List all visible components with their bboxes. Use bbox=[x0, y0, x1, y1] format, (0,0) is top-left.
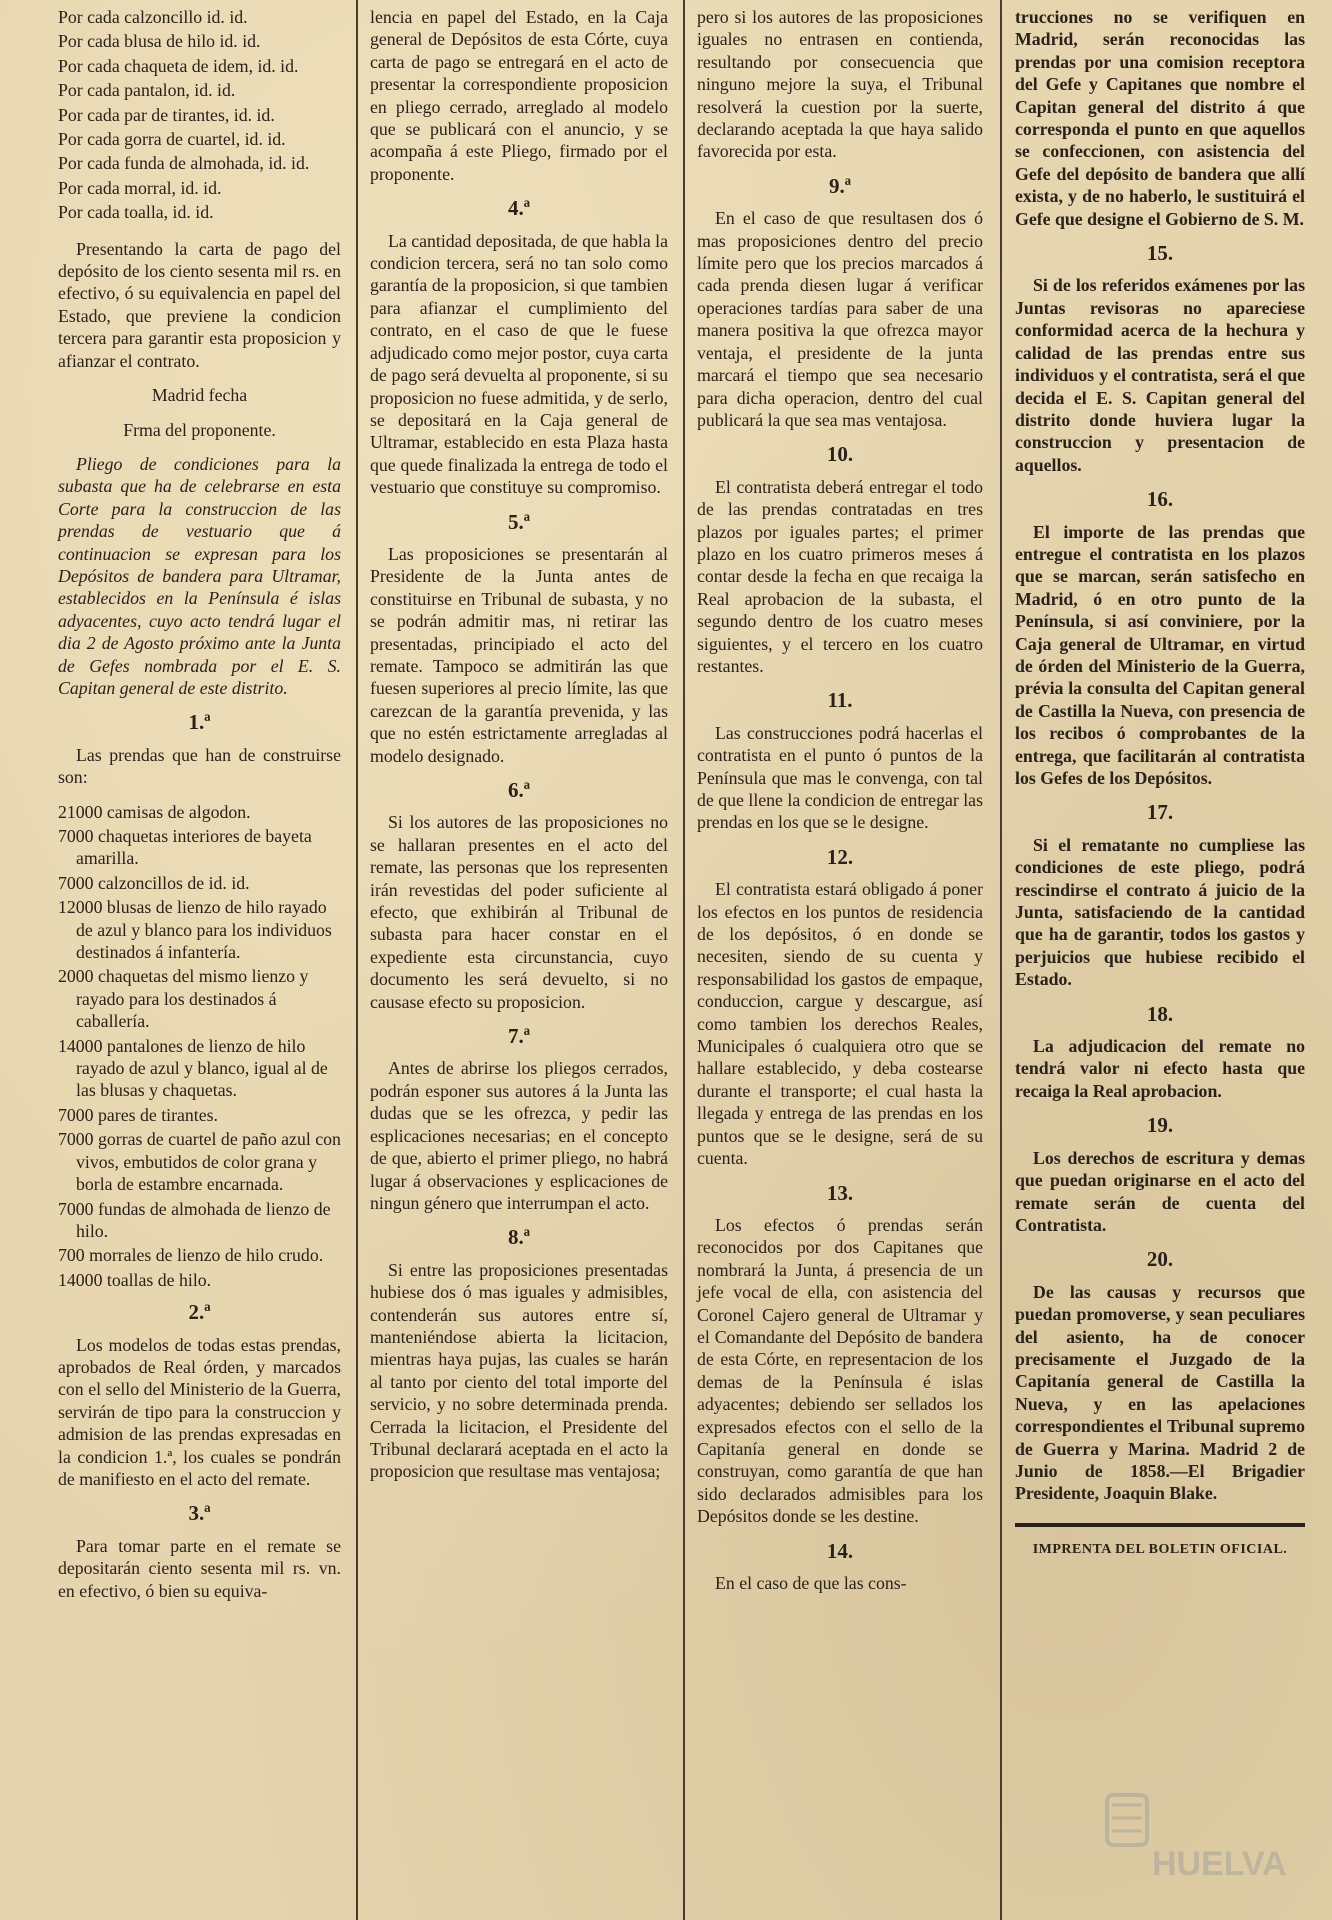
list-item: Por cada toalla, id. id. bbox=[58, 202, 214, 223]
paragraph: Los modelos de todas estas prendas, aprobados de Real órden, y marcados con el sello del Ministerio de la Guerra, servirán de tipo para la construccion y admision de las prendas expresadas en la condicion 1.ª, los cuales se pondrán de manifiesto en el acto del remate. bbox=[58, 1334, 341, 1489]
date-line: Madrid fecha bbox=[151, 385, 248, 406]
list-item: 14000 pantalones de lienzo de hilo rayado de azul y blanco, igual al de las blusas y chaquetas. bbox=[58, 1035, 328, 1101]
condition-heading: 5.ª bbox=[507, 509, 531, 534]
list-item: Por cada funda de almohada, id. id. bbox=[58, 153, 310, 174]
printer-imprint: IMPRENTA DEL BOLETIN OFICIAL. bbox=[1032, 1541, 1288, 1557]
list-item: Por cada calzoncillo id. id. bbox=[58, 7, 248, 27]
condition-heading: 8.ª bbox=[507, 1225, 531, 1250]
list-item: 7000 chaquetas interiores de bayeta amarilla. bbox=[58, 826, 312, 869]
condition-heading: 4.ª bbox=[507, 196, 531, 221]
price-list bbox=[58, 6, 341, 224]
paragraph: El contratista estará obligado á poner los efectos en los puntos de residencia de los depósitos, ó en donde se necesiten, siendo de su cuenta y responsabilidad los gastos de empaque, conduccion, cargue y descargue, así como tambien los derechos Reales, Municipales ó cualquiera otro que se hallare establecido, y deba costearse durante el transporte; el cual hasta la llegada y entrega de las prendas en los puntos que se le designe, será de su cuenta. bbox=[697, 879, 983, 1169]
paragraph: La adjudicacion del remate no tendrá valor ni efecto hasta que recaiga la Real aprobacion. bbox=[1015, 1036, 1305, 1101]
column-4 bbox=[1015, 6, 1305, 1910]
column-2 bbox=[370, 6, 668, 1910]
list-item: Por cada chaqueta de idem, id. id. bbox=[58, 55, 299, 76]
signature-line: Frma del proponente. bbox=[123, 419, 276, 440]
condition-heading: 18. bbox=[1146, 1001, 1174, 1026]
list-item: Por cada par de tirantes, id. id. bbox=[58, 104, 275, 125]
paragraph: De las causas y recursos que puedan promoverse, y sean peculiares del asiento, ha de conocer precisamente el Juzgado de la Capitanía general de Castilla la Nueva, y en las apelaciones correspondientes el Tribunal supremo de Guerra y Marina. Madrid 2 de Junio de 1858.—El Brigadier Presidente, Joaquin Blake. bbox=[1015, 1281, 1305, 1504]
condition-heading: 7.ª bbox=[507, 1024, 531, 1049]
condition-heading: 6.ª bbox=[507, 778, 531, 802]
list-item: Por cada blusa de hilo id. id. bbox=[58, 31, 261, 52]
condition-heading: 9.ª bbox=[828, 173, 852, 198]
paragraph: pero si los autores de las proposiciones iguales no entrasen en contienda, resultando por consecuencia que ninguno mejore la suya, el Tribunal resolverá la cuestion por la suerte, declarando aceptada la que haya salido favorecida por esta. bbox=[697, 7, 983, 162]
list-item: 7000 fundas de almohada de lienzo de hilo. bbox=[58, 1198, 331, 1241]
paragraph: Si entre las proposiciones presentadas hubiese dos ó mas iguales y admisibles, contenderán sus autores entre sí, manteniéndose abierta la licitacion, mientras haya pujas, las cuales se harán al tanto por ciento del total importe del servicio, y no sobre determinada prenda. Cerrada la licitacion, el Presidente del Tribunal declarará aceptada en el acto la proposicion que resultase mas ventajosa; bbox=[370, 1259, 668, 1482]
list-item: Por cada gorra de cuartel, id. id. bbox=[58, 129, 286, 150]
watermark-text: HUELVA bbox=[1152, 1845, 1287, 1883]
condition-heading: 10. bbox=[826, 442, 854, 467]
paragraph: Si el rematante no cumpliese las condiciones de este pliego, podrá rescindirse el contrato á juicio de la Junta, satisfaciendo de la cantidad que ha de garantir, todos los gastos y perjuicios que hubiese recibido el Estado. bbox=[1015, 834, 1305, 990]
column-rule bbox=[683, 0, 685, 1920]
paragraph: Si de los referidos exámenes por las Juntas revisoras no apareciese conformidad acerca de la hechura y calidad de las prendas entre sus individuos y el contratista, será el que decida el E. S. Capitan general del distrito donde huviera lugar la construccion y presentacion de aquellos. bbox=[1015, 275, 1305, 475]
column-rule bbox=[1000, 0, 1002, 1920]
condition-heading: 17. bbox=[1146, 800, 1174, 825]
condition-heading: 1.ª bbox=[188, 710, 211, 735]
paragraph: Para tomar parte en el remate se depositarán ciento sesenta mil rs. vn. en efectivo, ó bien su equiva- bbox=[58, 1535, 341, 1601]
condition-heading: 13. bbox=[826, 1180, 854, 1205]
column-rule bbox=[356, 0, 358, 1920]
library-stamp-watermark bbox=[1102, 1790, 1287, 1890]
column-3 bbox=[697, 6, 983, 1910]
condition-heading: 11. bbox=[827, 688, 853, 713]
paragraph: En el caso de que las cons- bbox=[715, 1573, 907, 1593]
list-item: 7000 calzoncillos de id. id. bbox=[58, 872, 250, 893]
end-rule bbox=[1015, 1523, 1305, 1527]
pliego-title: Pliego de condiciones para la subasta que ha de celebrarse en esta Corte para la construccion de las prendas de vestuario que á continuacion se expresan para los Depósitos de bandera para Ultramar, establecidos en la Península é islas adyacentes, cuyo acto tendrá lugar el dia 2 de Agosto próximo ante la Junta de Gefes nombrada por el E. S. Capitan general de este distrito. bbox=[58, 453, 341, 698]
paragraph: Los efectos ó prendas serán reconocidos por dos Capitanes que nombrará la Junta, á presencia de un jefe vocal de ella, con asistencia del Coronel Cajero general de Ultramar y el Comandante del Depósito de bandera de esta Córte, en representacion de los demas de la Península é islas adyacentes; debiendo ser sellados los expresados efectos con el sello de la Capitanía general en donde se construyan, como garantía de que han sido declarados admisibles para los Depósitos donde se les destine. bbox=[697, 1214, 983, 1527]
list-item: 700 morrales de lienzo de hilo crudo. bbox=[58, 1245, 324, 1266]
list-item: Por cada pantalon, id. id. bbox=[58, 80, 236, 101]
condition-heading: 3.ª bbox=[188, 1501, 211, 1526]
paragraph: Las proposiciones se presentarán al Presidente de la Junta antes de constituirse en Tribunal de subasta, y no se podrán admitir mas, ni retirar las presentadas, principiado el acto del remate. Tampoco se admitirán las que fuesen superiores al precio límite, las que carezcan de la garantía prevenida, y las que no estén estrictamente arregladas al modelo designado. bbox=[370, 543, 668, 766]
list-item: 21000 camisas de algodon. bbox=[58, 801, 251, 822]
column-1 bbox=[58, 6, 341, 1910]
paragraph: El contratista deberá entregar el todo de las prendas contratadas en tres plazos por iguales partes; el primer plazo en los cuatro primeros meses á contar desde la fecha en que recaiga la Real aprobacion de la subasta, el segundo dentro de los cuatro meses siguientes, y el tercero en los cuatro restantes. bbox=[697, 476, 983, 676]
paragraph: trucciones no se verifiquen en Madrid, serán reconocidas las prendas por una comision receptora del Gefe y Capitanes que nombre el Capitan general del distrito á que corresponda el punto en que aquellos se confeccionen, con asistencia del Gefe del depósito de bandera que allí exista, y de no haberlo, le sustituirá el Gefe que designe el Gobierno de S. M. bbox=[1015, 7, 1305, 229]
garments-list bbox=[58, 801, 341, 1292]
list-item: 7000 pares de tirantes. bbox=[58, 1104, 218, 1125]
condition-heading: 2.ª bbox=[188, 1300, 211, 1325]
condition-heading: 16. bbox=[1146, 487, 1174, 512]
paragraph: Si los autores de las proposiciones no se hallaran presentes en el acto del remate, las personas que los representen irán revestidas del poder suficiente al efecto, que exhibirán al Tribunal de subasta para hacer constar en el expediente esta circunstancia, cuyo documento les será devuelto, si no causase efecto su proposicion. bbox=[370, 812, 668, 1012]
condition-heading: 19. bbox=[1146, 1113, 1174, 1138]
list-item: 14000 toallas de hilo. bbox=[58, 1269, 212, 1290]
paragraph: lencia en papel del Estado, en la Caja general de Depósitos de esta Córte, cuya carta de pago se entregará en el acto de presentar la correspondiente proposicion en pliego cerrado, arreglado al modelo que se publicará con el anuncio, y se acompaña á este Pliego, firmado por el proponente. bbox=[370, 7, 668, 184]
paragraph: Antes de abrirse los pliegos cerrados, podrán esponer sus autores á la Junta las dudas que se les ofrezca, y pedir las esplicaciones necesarias; en el concepto de que, abierto el primer pliego, no habrá lugar á observaciones y esplicaciones de ningun género que interrumpan el acto. bbox=[370, 1058, 668, 1213]
paragraph: Las construcciones podrá hacerlas el contratista en el punto ó puntos de la Península que mas le convenga, con tal de que llene la condicion de entregar las prendas en los que se le designe. bbox=[697, 722, 983, 833]
condition-heading: 20. bbox=[1146, 1247, 1174, 1272]
list-item: Por cada morral, id. id. bbox=[58, 177, 222, 198]
paragraph: Los derechos de escritura y demas que puedan originarse en el acto del remate serán de cuenta del Contratista. bbox=[1015, 1147, 1305, 1235]
paragraph: La cantidad depositada, de que habla la condicion tercera, será no tan solo como garantía de la proposicion, si que tambien para afianzar el cumplimiento del contrato, en el caso de que le fuese adjudicado como mejor postor, cuya carta de pago será devuelta al proponente, si su proposicion no fuese admitida, y de serlo, se depositará en la Caja general de Ultramar, establecido en esta Plaza hasta que quede finalizada la entrega de todo el vestuario que constituye su compromiso. bbox=[370, 230, 668, 498]
list-item: 2000 chaquetas del mismo lienzo y rayado para los destinados á caballería. bbox=[58, 966, 309, 1032]
paragraph: Las prendas que han de construirse son: bbox=[58, 744, 341, 788]
condition-heading: 14. bbox=[826, 1538, 854, 1563]
condition-heading: 12. bbox=[826, 844, 854, 869]
paragraph: En el caso de que resultasen dos ó mas proposiciones dentro del precio límite pero que los precios marcados á cada prenda diesen lugar á verificar operaciones tardías para saber de una manera positiva la que ofrezca mayor ventaja, el presidente de la junta marcará el tiempo que sea necesario para dicha operacion, dentro del cual publicará la que sea mas ventajosa. bbox=[697, 208, 983, 430]
condition-heading: 15. bbox=[1146, 241, 1174, 266]
list-item: 7000 gorras de cuartel de paño azul con vivos, embutidos de color grana y borla de estambre encarnada. bbox=[58, 1129, 341, 1195]
paragraph: Presentando la carta de pago del depósito de los ciento sesenta mil rs. en efectivo, ó su equivalencia en papel del Estado, que previene la condicion tercera para garantir esta proposicion y afianzar el contrato. bbox=[58, 238, 341, 371]
paragraph: El importe de las prendas que entregue el contratista en los plazos que se marcan, serán satisfecho en Madrid, ó en otro punto de la Península, si así conviniere, por la Caja general de Ultramar, en virtud de órden del Ministerio de la Guerra, prévia la consulta del Capitan general de Castilla la Nueva, con presencia de los recibos ó comprobantes de la entrega, que facilitarán al contratista los Gefes de los Depósitos. bbox=[1015, 521, 1305, 788]
list-item: 12000 blusas de lienzo de hilo rayado de azul y blanco para los individuos destinados á infantería. bbox=[58, 897, 332, 963]
